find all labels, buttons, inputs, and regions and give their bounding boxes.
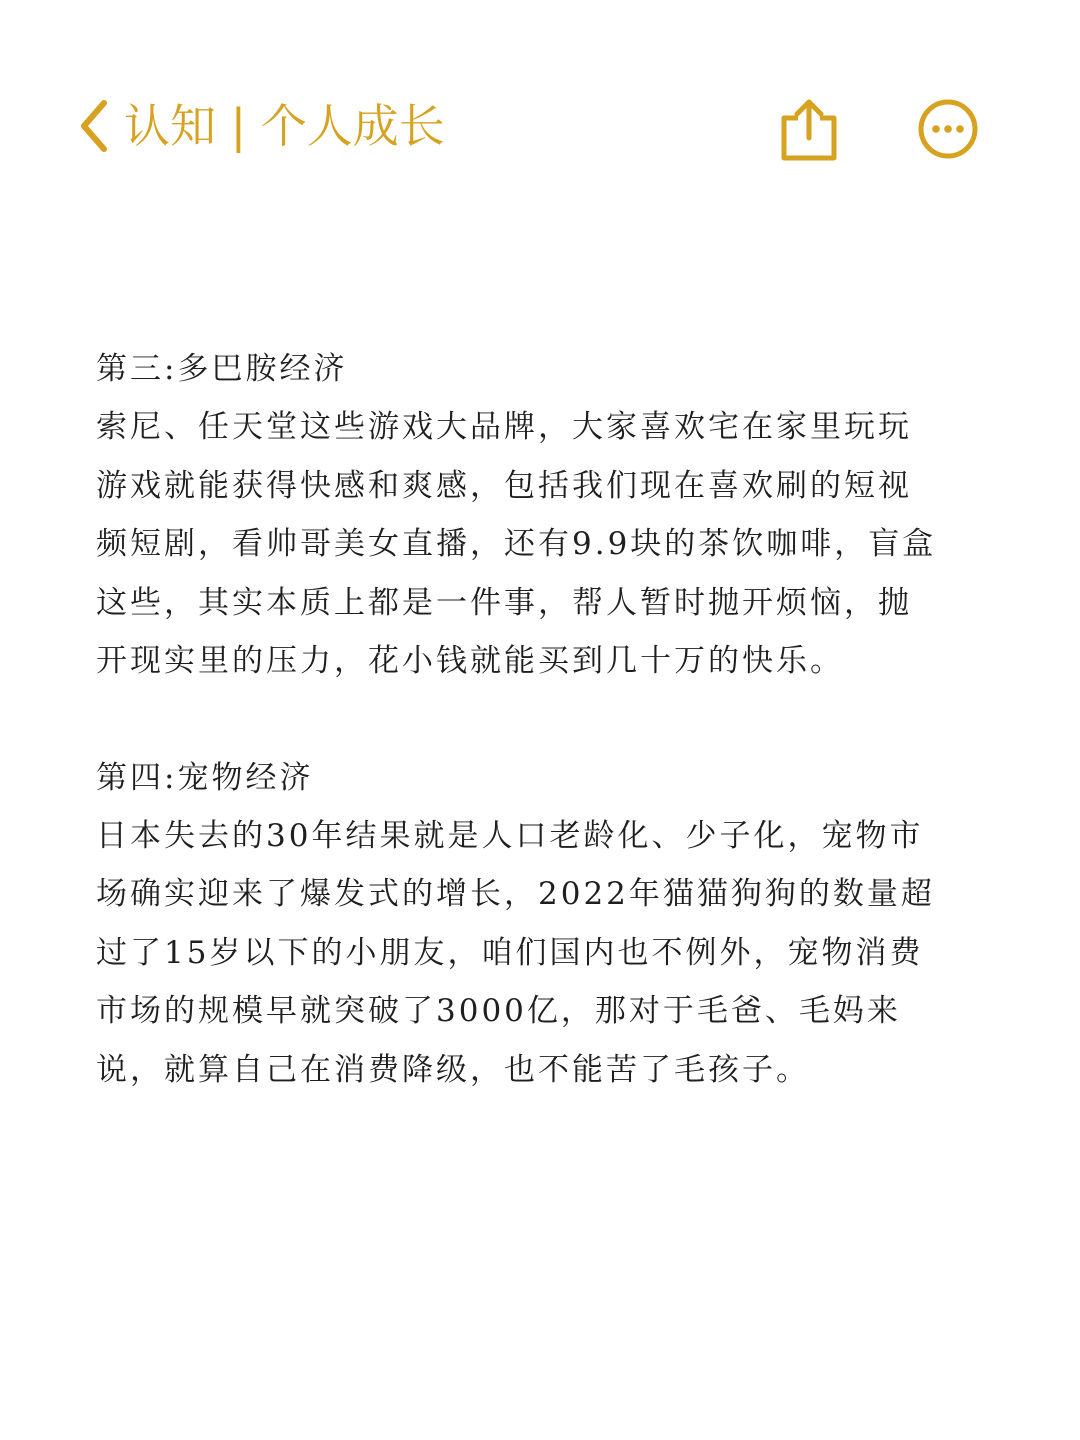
- section-heading: 第三:多巴胺经济: [96, 351, 348, 387]
- note-content: [96, 340, 986, 1099]
- section-heading: 第四:宠物经济: [96, 759, 314, 796]
- section-dopamine-economy: [96, 340, 986, 691]
- section-pet-economy: [96, 749, 986, 1100]
- more-button[interactable]: [917, 98, 979, 160]
- chevron-left-icon: [76, 98, 110, 154]
- nav-title: 认知 | 个人成长: [124, 99, 445, 153]
- top-navigation-bar: [0, 78, 1080, 188]
- more-icon: [917, 98, 979, 160]
- share-icon: [780, 98, 838, 162]
- back-button[interactable]: [76, 98, 445, 154]
- section-body: 日本失去的30年结果就是人口老龄化、少子化，宠物市 场确实迎来了爆发式的增长，2022年猫猫狗狗的数量超 过了15岁以下的小朋友，咱们国内也不例外，宠物消费 市场的规模早就突破了3000亿，那对于毛爸、毛妈来 说，就算自己在消费降级，也不能苦了毛孩子。: [96, 817, 935, 1088]
- section-body: 索尼、任天堂这些游戏大品牌，大家喜欢宅在家里玩玩 游戏就能获得快感和爽感，包括我们现在喜欢刷的短视 频短剧，看帅哥美女直播，还有9.9块的茶饮咖啡，盲盒 这些，其实本质上都是一件事，帮人暂时抛开烦恼，抛 开现实里的压力，花小钱就能买到几十万的快乐。: [96, 409, 937, 679]
- share-button[interactable]: [780, 98, 838, 162]
